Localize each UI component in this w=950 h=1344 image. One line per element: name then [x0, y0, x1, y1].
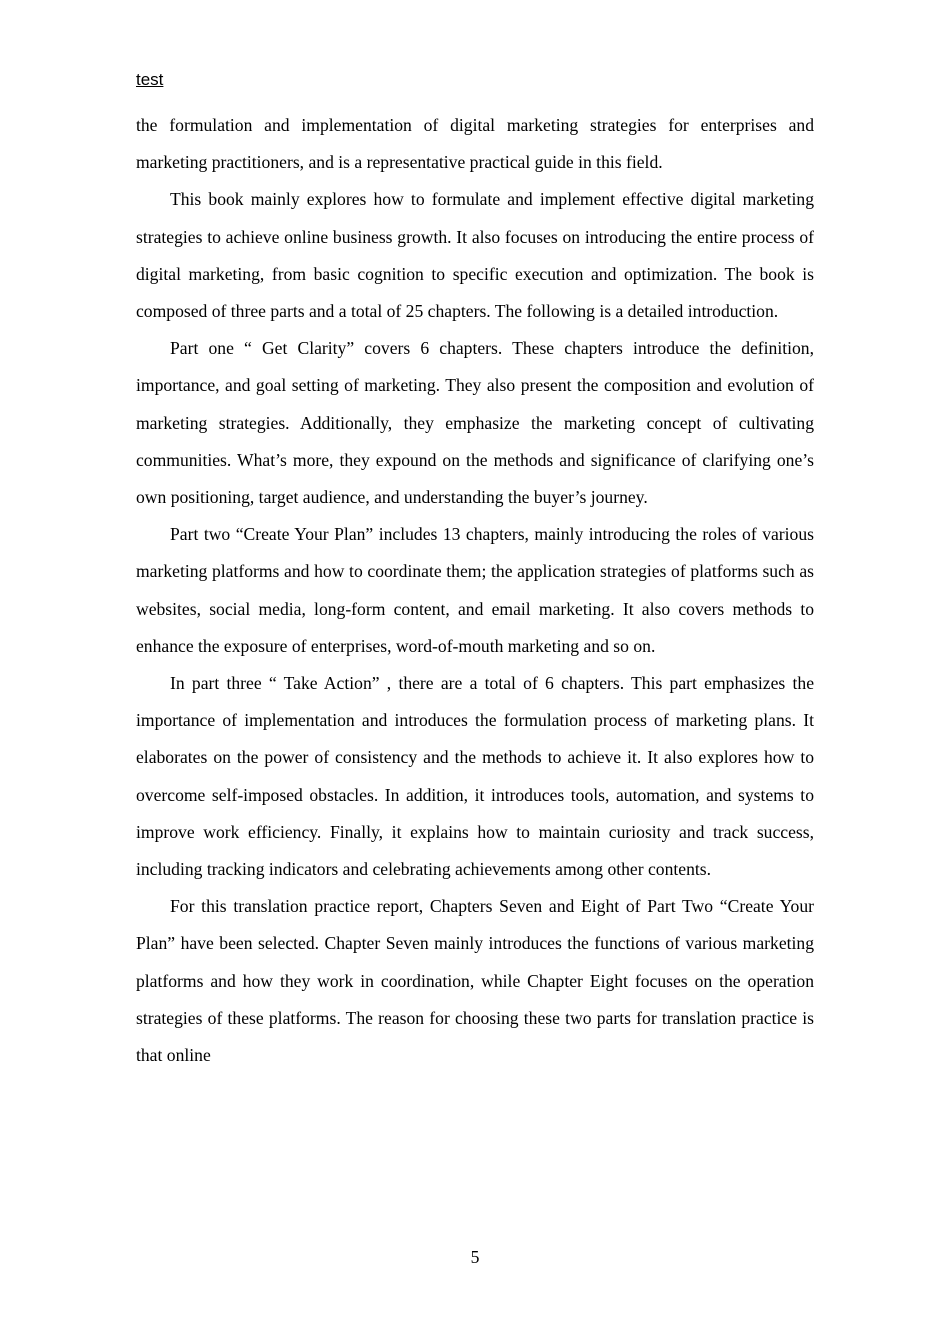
document-body — [136, 107, 814, 1074]
paragraph-part-two: Part two “Create Your Plan” includes 13 chapters, mainly introducing the roles of various marketing platforms and how to coordinate them; the application strategies of platforms such as websites, social media, long-form content, and email marketing. It also covers methods to enhance the exposure of enterprises, word-of-mouth marketing and so on. — [136, 524, 814, 656]
paragraph-translation-selection: For this translation practice report, Chapters Seven and Eight of Part Two “Create Your Plan” have been selected. Chapter Seven mainly introduces the functions of various marketing platforms and how they work in coordination, while Chapter Eight focuses on the operation strategies of these platforms. The reason for choosing these two parts for translation practice is that online — [136, 896, 814, 1066]
page-number: 5 — [470, 1247, 480, 1267]
paragraph-part-one: Part one “ Get Clarity” covers 6 chapters. These chapters introduce the definition, importance, and goal setting of marketing. They also present the composition and evolution of marketing strategies. Additionally, they emphasize the marketing concept of cultivating communities. What’s more, they expound on the methods and significance of clarifying one’s own positioning, target audience, and understanding the buyer’s journey. — [136, 338, 814, 508]
paragraph-part-three: In part three “ Take Action” , there are a total of 6 chapters. This part emphasizes the importance of implementation and introduces the formulation process of marketing plans. It elaborates on the power of consistency and the methods to achieve it. It also explores how to overcome self-imposed obstacles. In addition, it introduces tools, automation, and systems to improve work efficiency. Finally, it explains how to maintain curiosity and track success, including tracking indicators and celebrating achievements among other contents. — [136, 673, 814, 880]
page-header: test — [136, 70, 164, 89]
paragraph-continuation: the formulation and implementation of digital marketing strategies for enterprises and marketing practitioners, and is a representative practical guide in this field. — [136, 115, 814, 173]
paragraph-book-overview: This book mainly explores how to formulate and implement effective digital marketing strategies to achieve online business growth. It also focuses on introducing the entire process of digital marketing, from basic cognition to specific execution and optimization. The book is composed of three parts and a total of 25 chapters. The following is a detailed introduction. — [136, 189, 814, 322]
